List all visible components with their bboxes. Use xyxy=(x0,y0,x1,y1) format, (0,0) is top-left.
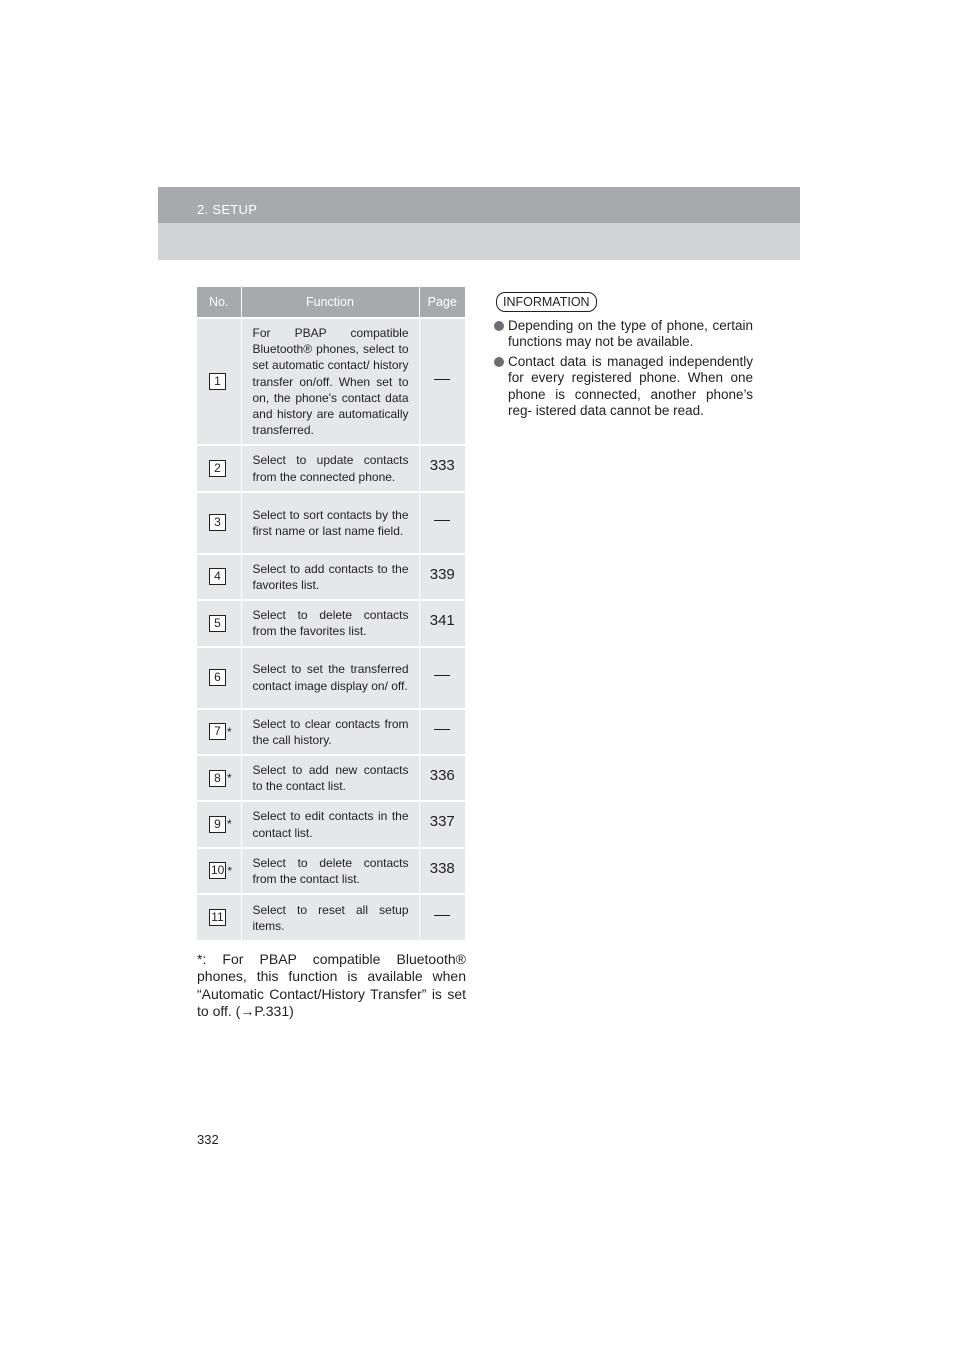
header-function: Function xyxy=(241,287,419,318)
page-reference: 336 xyxy=(419,755,465,801)
row-number-cell xyxy=(197,600,241,646)
table-body xyxy=(197,318,465,940)
asterisk-mark: * xyxy=(227,771,232,786)
row-number: 11 xyxy=(209,909,226,926)
row-number: 2 xyxy=(209,460,226,477)
row-number-cell xyxy=(197,647,241,709)
table-row xyxy=(197,318,465,445)
list-item xyxy=(494,354,753,420)
table-row xyxy=(197,600,465,646)
page-reference xyxy=(419,318,465,445)
row-number: 10 xyxy=(211,863,225,878)
page-reference xyxy=(419,647,465,709)
row-number-cell xyxy=(197,492,241,554)
function-table xyxy=(197,287,465,940)
asterisk-mark: * xyxy=(227,724,232,739)
table-header-row xyxy=(197,287,465,318)
dash-mark xyxy=(434,520,450,521)
row-number-cell xyxy=(197,755,241,801)
header-no: No. xyxy=(197,287,241,318)
page-reference xyxy=(419,894,465,940)
function-description: Select to edit contacts in the contact list. xyxy=(241,801,419,847)
page-reference xyxy=(419,492,465,554)
function-description: Select to add new contacts to the contact list. xyxy=(241,755,419,801)
table-row xyxy=(197,492,465,554)
list-item xyxy=(494,318,753,351)
row-number: 8 xyxy=(209,770,226,787)
row-number: 1 xyxy=(209,373,226,390)
function-description: Select to update contacts from the connected phone. xyxy=(241,445,419,491)
row-number: 6 xyxy=(209,669,226,686)
table-row xyxy=(197,647,465,709)
bullet-icon xyxy=(494,357,504,367)
page-reference: 333 xyxy=(419,445,465,491)
information-text: Depending on the type of phone, certain functions may not be available. xyxy=(508,318,753,350)
function-description: Select to delete contacts from the favorites list. xyxy=(241,600,419,646)
table-row xyxy=(197,755,465,801)
dash-mark xyxy=(434,379,450,380)
section-title: 2. SETUP xyxy=(197,202,258,217)
function-description: Select to reset all setup items. xyxy=(241,894,419,940)
page-reference: 339 xyxy=(419,554,465,600)
header-subband xyxy=(158,223,800,260)
row-number-cell xyxy=(197,709,241,755)
bullet-icon xyxy=(494,321,504,331)
row-number-cell xyxy=(197,801,241,847)
function-description: For PBAP compatible Bluetooth® phones, select to set automatic contact/ history transfer on/off. When set to on, the phone's contact data and history are automatically transferred. xyxy=(241,318,419,445)
page-reference: 337 xyxy=(419,801,465,847)
table-row xyxy=(197,554,465,600)
row-number-cell xyxy=(197,318,241,445)
function-description: Select to clear contacts from the call history. xyxy=(241,709,419,755)
row-number: 5 xyxy=(209,615,226,632)
row-number-cell xyxy=(197,445,241,491)
table-row xyxy=(197,709,465,755)
dash-mark xyxy=(434,729,450,730)
header-page: Page xyxy=(419,287,465,318)
row-number: 9 xyxy=(209,816,226,833)
function-description: Select to set the transferred contact image display on/ off. xyxy=(241,647,419,709)
page-reference: 341 xyxy=(419,600,465,646)
function-description: Select to add contacts to the favorites list. xyxy=(241,554,419,600)
table-row xyxy=(197,894,465,940)
asterisk-mark: * xyxy=(227,817,232,832)
row-number-cell xyxy=(197,554,241,600)
dash-mark xyxy=(434,675,450,676)
page-number: 332 xyxy=(197,1132,219,1147)
information-label: INFORMATION xyxy=(496,292,597,312)
row-number-cell xyxy=(197,894,241,940)
dash-mark xyxy=(434,915,450,916)
information-text: Contact data is managed independently for every registered phone. When one phone is connected, another phone’s reg- istered data cannot be read. xyxy=(508,353,753,419)
row-number-cell xyxy=(197,848,241,894)
table-row xyxy=(197,445,465,491)
asterisk-mark: * xyxy=(227,863,233,878)
function-description: Select to delete contacts from the contact list. xyxy=(241,848,419,894)
page-reference xyxy=(419,709,465,755)
footnote: *: For PBAP compatible Bluetooth® phones, this function is available when “Automatic Contact/History Transfer” is set to off. (→P.331) xyxy=(197,951,466,1019)
page-reference: 338 xyxy=(419,848,465,894)
row-number: 4 xyxy=(209,568,226,585)
row-number: 7 xyxy=(209,723,226,740)
table-row xyxy=(197,848,465,894)
information-list xyxy=(494,318,753,422)
row-number: 3 xyxy=(209,514,226,531)
table-row xyxy=(197,801,465,847)
function-description: Select to sort contacts by the first name or last name field. xyxy=(241,492,419,554)
